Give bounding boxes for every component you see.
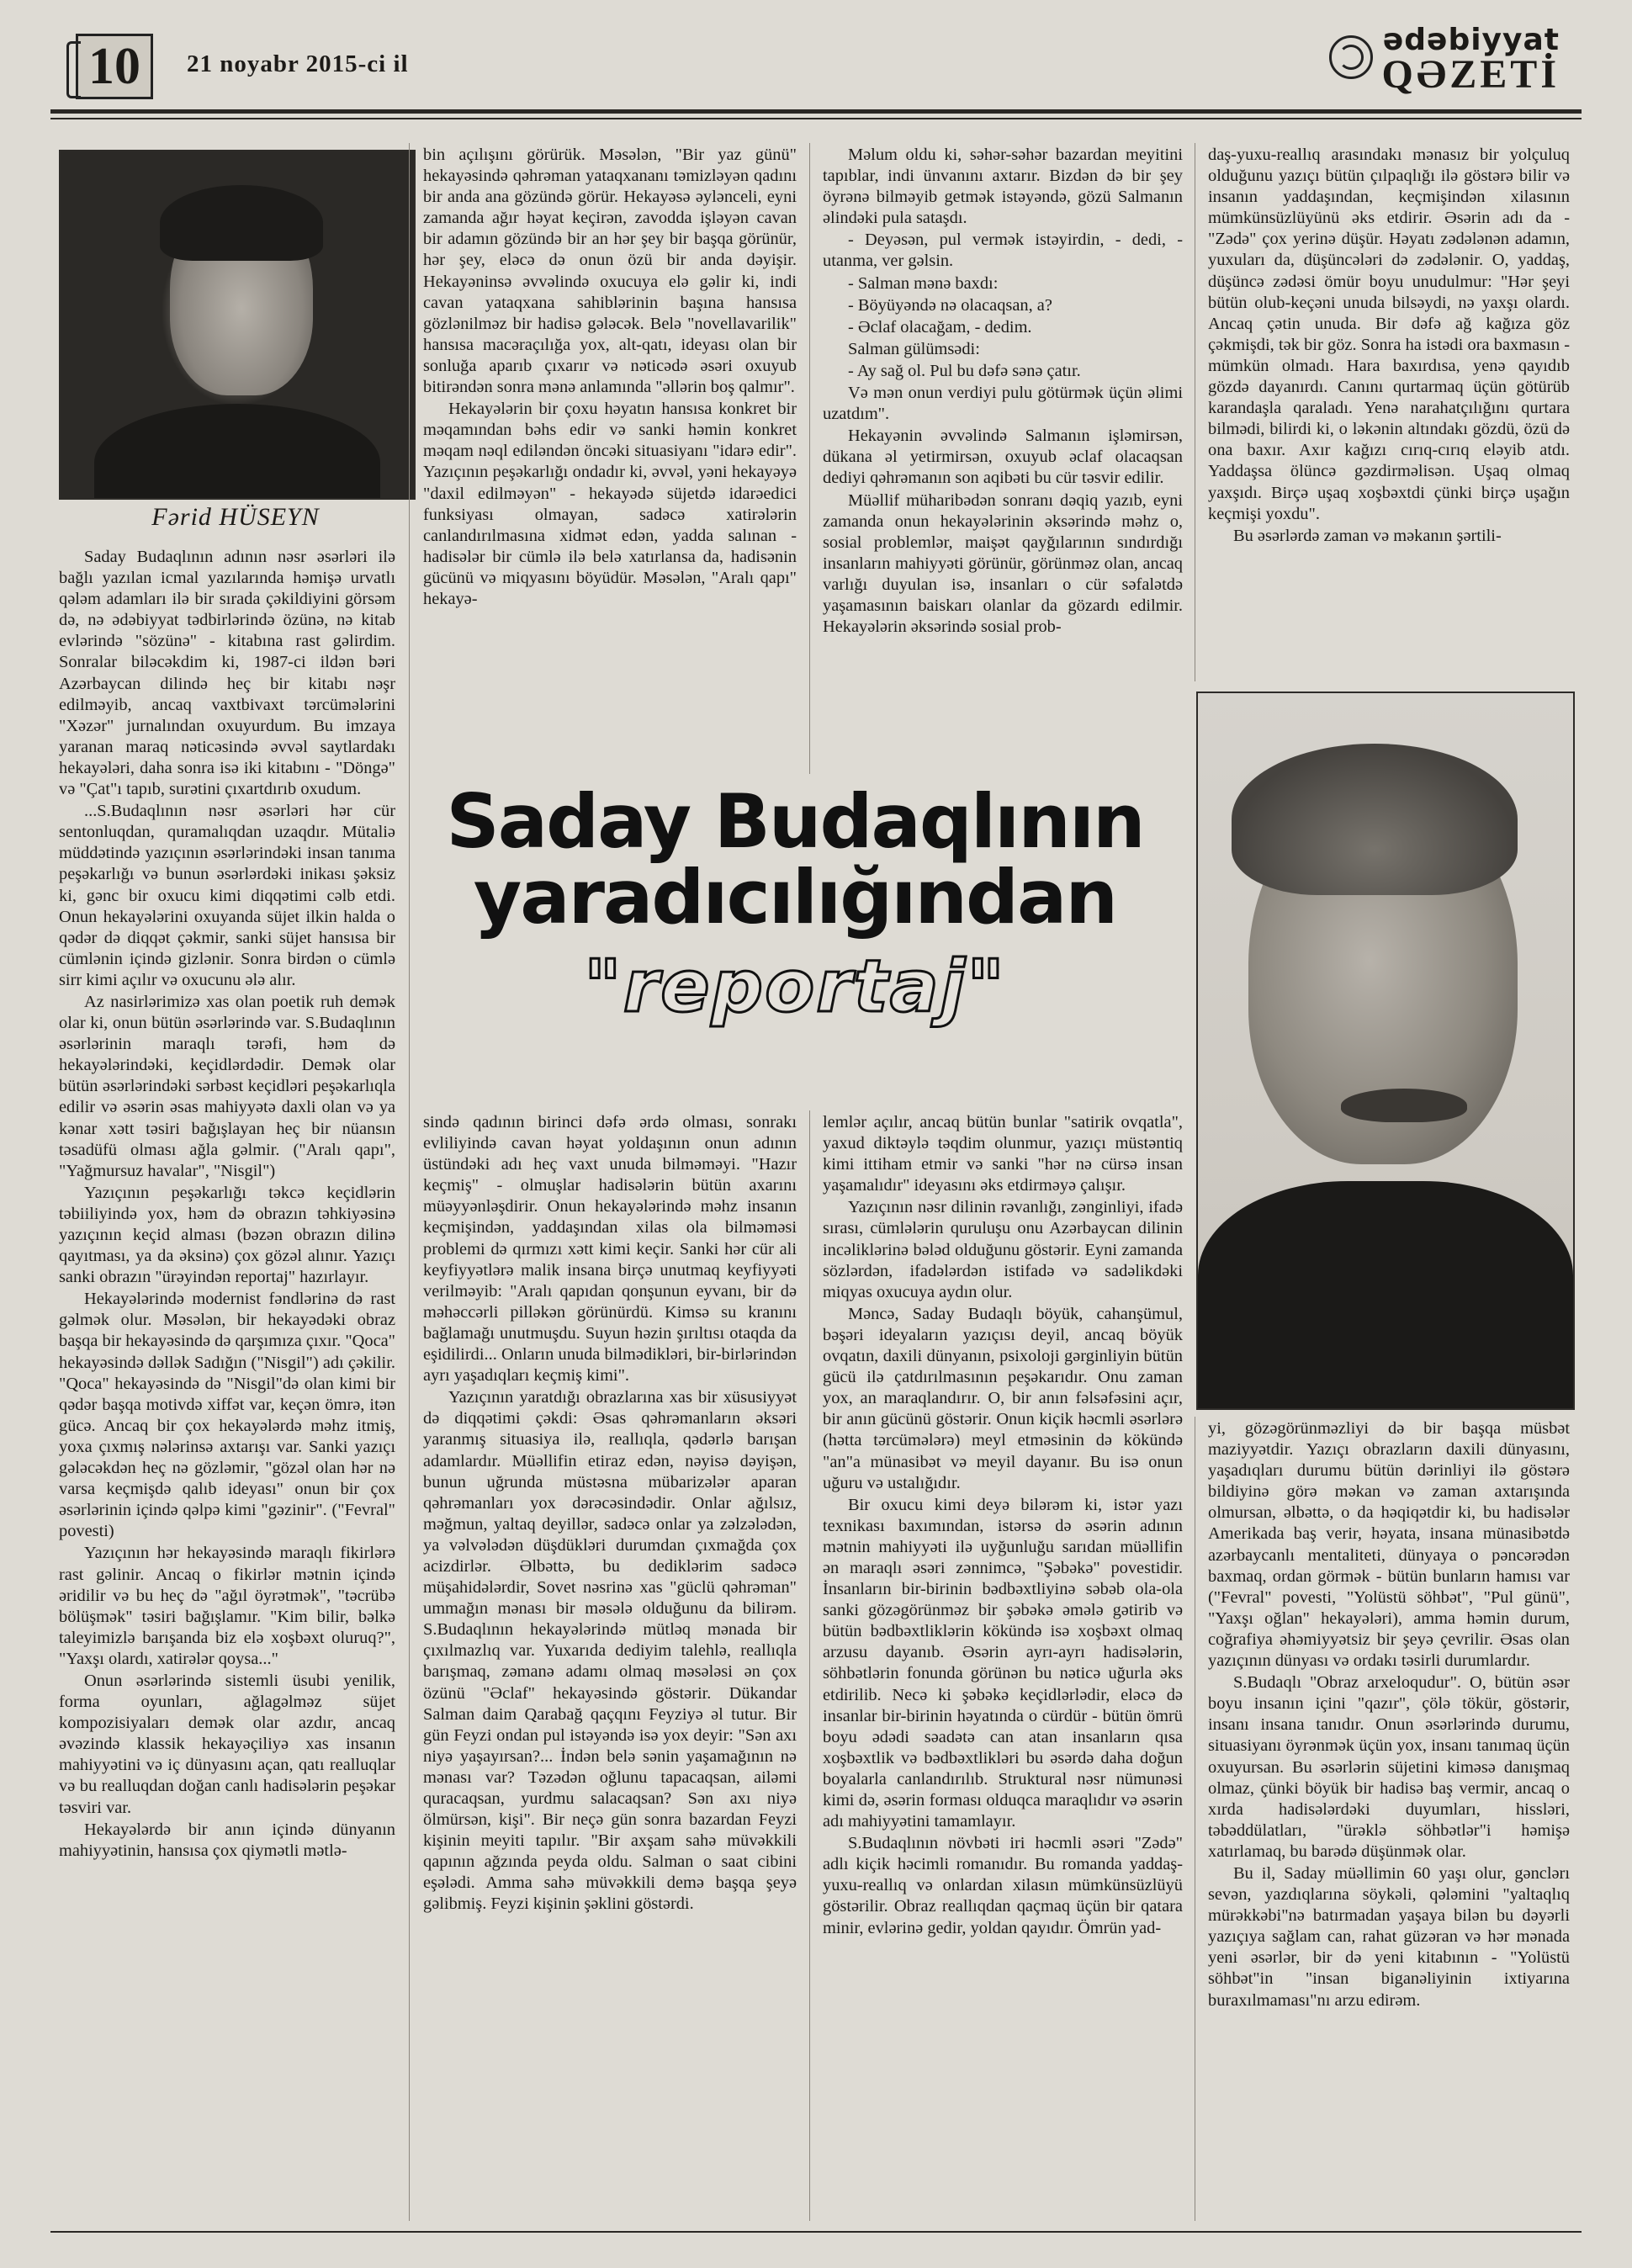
column-3-bottom [823, 1112, 1183, 2221]
masthead-bottom: QƏZETİ [1381, 52, 1560, 97]
header-rule [50, 109, 1582, 114]
paragraph: Yazıçının yaratdığı obrazlarına xas bir xüsusiyyət də diqqətimi çəkdi: Əsas qəhrəmanların əksəri yaranmış situasiya ilə, reallıqla, qədərlə barışan adamlardır. Müəllifin etiraz edən, nəyisə dəyişən, bunun uğrunda müstəsna mübarizələr aparan qəhrəmanları yox dərəcəsindədir. Onlar ağılsız, məğmun, yaltaq deyillər, sadəcə onlar ya zəlzələdən, ya vəlvələdən düşdükləri durumdan çıxmağda çox acizdirlər. Əlbəttə, bu dediklərim sadəcə müşahidələrdir, Sovet nəsrinə xas "güclü qəhrəman" ummağın mənası bir məsələ olduğunu da bilirəm. S.Budaqlının hekayələrində mütləq mənada bir çıxılmazlıq var. Yuxarıda dediyim talehlə, reallıqla barışmaq, zəmanə adamı olmaq məsələsi ən çox özünü "Əclaf" hekayəsində göstərir. Dükandar Salman daim Qarabağ qaçqını Feyziyə əl tutur. Bir gün Feyzi ondan pul istəyəndə isə yox deyir: "Sən axı niyə yaşayırsan?... İndən belə sənin yaşamağının nə mənası var? Təzədən oğlunu tapacaqsan, ailəmi quracaqsan, yurdmu salacaqsan? Sən axı niyə ölmürsən, kişi". Bir neçə gün sonra bazardan Feyzi kişinin meyiti tapılır. "Bir axşam sahə müvəkkili qapının ağzında peyda oldu. Salman o saat cibini eşələdi. Amma sahə müvəkkili demə başqa şeyə gəlibmiş. Feyzi kişinin şəklini göstərdi. [423, 1388, 797, 1914]
paragraph: Saday Budaqlının adının nəsr əsərləri ilə bağlı yazılan icmal yazılarında həmişə urvatlı qələm adamları ilə bir sırada çəkildiyini görsəm də, nə ədəbiyyat tədbirlərində özünə, nə kitab evlərində "sözünə" - kitabına rast gəlirdim. Sonralar biləcəkdim ki, 1987-ci ildən bəri Azərbaycan dilində heç bir kitabı nəşr edilməyib, ancaq vaxtbivaxt tərcümələrini "Xəzər" jurnalından oxuyurdum. Bu imzaya yaranan maraq nəticəsində əvvəl saytlardakı hekayələri, daha sonra isə iki kitabını - "Döngə" və "Çat"ı tapıb, surətini çıxartdırıb oxudum. [59, 548, 395, 799]
column-1 [59, 547, 395, 2221]
masthead-top: ədəbiyyat [1382, 23, 1560, 57]
paragraph: daş-yuxu-reallıq arasındakı mənasız bir yolçuluq olduğunu yazıçı bütün çılpaqlığı ilə göstərə bilir və insanın yaddaşından, keçmişindən xilasının mümkünsüzlüyünü əks etdirir. Əsərin adı da - "Zədə" çox yerinə düşür. Həyatı zədələnən adamın, yuxuları da, düşüncələri də zədələnir. O, yaddaş, düşüncə zədəsi ömür boyu unudulmur: "Hər şeyi bütün olub-keçəni unuda bilsəydi, nə yaxşı olardı. Ancaq çətin unuda. Bir dəfə ağ kağıza göz çəkmişdi, tək bir göz. Sonra ha istədi ora baxmasın - mümkün olmadı. Hara baxırdısa, yenə qayıdıb gözdə dayanırdı. Canını qurtarmaq üçün götürüb karandaşla qaraladı. Yenə narahatçılığını qurtara bilmədi, bilirdi ki, o ləkənin altındakı gözdü, özü də ona baxır. Axır kağızı cırıq-cırıq eləyib atdı. Yaddaşsa ölüncə gəzdirməlisən. Uşaq olmaq yaxşıdı. Birçə uşaq xoşbəxtdi çünki birçə uşağın keçmişi yoxdu". [1208, 146, 1570, 523]
paragraph: S.Budaqlı "Obraz arxeloqudur". O, bütün əsər boyu insanın içini "qazır", çölə tökür, göstərir, insanı insana tanıdır. Onun əsərlərində durumu, situasiyanı öyrənmək üçün yox, insanı tanımaq üçün oxuyursan. Bu əsərlərin süjetini kiməsə danışmaq olmaz, çünki böyük bir hadisə baş vermir, ancaq o xırda hadisələrdəki duyumları, hissləri, təbəddülatları, "ürəklə söhbətlər"i həmişə xatırlamaq, bu barədə düşünmək olar. [1208, 1673, 1570, 1861]
paragraph: - Salman mənə baxdı: [848, 273, 999, 293]
paragraph: Onun əsərlərində sistemli üsubi yenilik, forma oyunları, ağlagəlməz süjet kompozisiyaları demək olar azdır, ancaq əvəzində klassik hekayəçiliyə xas insanın mahiyyətini və iç dünyasını açan, qatı realluqlar və bu realluqdan doğan canlı hadisələrin peşəkar təsviri var. [59, 1671, 395, 1817]
paragraph: Salman gülümsədi: [848, 339, 980, 358]
author-hair [160, 185, 323, 261]
subject-torso [1198, 1181, 1573, 1410]
subject-moustache [1341, 1089, 1467, 1122]
header-rule-thin [50, 118, 1582, 119]
paragraph: - Ay sağ ol. Pul bu dəfə sənə çatır. [848, 361, 1081, 380]
paragraph: Bu il, Saday müəllimin 60 yaşı olur, gənclərı sevən, yazdıqlarına söykəli, qələmini "yaltaqlıq mürəkkəbi"nə batırmadan yaşaya bilən bu dəyərli yazıçıya sağlam can, rahat güzəran və hər mənada yeni əsərlər, bir də yeni kitabının - "Yolüstü söhbət"in "insan biganəliyinin ixtiyarına buraxılmaması"nı arzu edirəm. [1208, 1863, 1570, 2010]
paragraph: lemlər açılır, ancaq bütün bunlar "satirik ovqatla", yaxud diktəylə təqdim olunmur, yazıçı müstəntiq kimi ittiham etmir və sanki "hər nə cürsə insan yaşamalıdır" ideyasını əks etdirməyə çalışır. [823, 1113, 1183, 1195]
paragraph: Hekayələrin bir çoxu həyatın hansısa konkret bir məqamından bəhs edir və sanki həmin konkret məqam nəql ediləndən öncəki situasiyanı "idarə edir". Yazıçının peşəkarlığı ondadır ki, əvvəl, yəni hekayəyə "daxil edilməyən" - hekayədə süjetdə idarəedici funksiyası olmayan, sadəcə xatirələrin canlandırılmasına xidmət edən, yadda salınan - hadisələr bir cümlə ilə belə xatırlansa da, hadisənin gücünü və miqyasını böyüdür. Məsələn, "Aralı qapı" hekayə- [423, 400, 797, 608]
paragraph: Hekayələrdə bir anın içində dünyanın mahiyyətinin, hansısa çox qiymətli mətlə- [59, 1820, 395, 1860]
column-divider [809, 143, 810, 774]
paragraph: Hekayənin əvvəlində Salmanın işləmirsən, dükana əl yetirmirsən, oxuyub əclaf olacaqsan dediyi qəhrəmanın son aqibəti bu cür təsvir edilir. [823, 427, 1183, 488]
paragraph: Az nasirlərimizə xas olan poetik ruh demək olar ki, onun bütün əsərlərində var. S.Budaqlının əsərlərinin maraqlı tərəfi, həm də hekayələrindəki, keçidlərdədir. Demək olar bütün əsərlərindəki sərbəst keçidləri peşəkarlıqla edilir və əsərin əsas mahiyyətə daxli olan və ya kənar xətt təsiri bağışlayan heç bir nüansın təsadüfü olması ağla gəlmir. ("Aralı qapı", "Yağmursuz havalar", "Nisgil") [59, 992, 395, 1180]
footer-rule [50, 2231, 1582, 2233]
paragraph: Yazıçının hər hekayəsində maraqlı fikirlərə rast gəlinir. Ancaq o fikirlər mətnin içində əridilir və bu heç də "ağıl öyrətmək", "təcrübə bölüşmək" təsiri bağışlamır. "Kim bilir, bəlkə taleyimizlə barışanda biz elə xoşbəxt oluruq?", "Yaxşı olardı, xatirələr qoysa..." [59, 1544, 395, 1668]
column-4-top [1208, 145, 1570, 673]
column-3-top [823, 145, 1183, 769]
headline-line-2: yaradıcılığından [473, 854, 1117, 941]
byline: Fərid HÜSEYN [151, 503, 320, 531]
paragraph: - Deyəsən, pul vermək istəyirdin, - dedi, - utanma, ver gəlsin. [823, 231, 1183, 271]
column-2-top [423, 145, 797, 769]
column-4-bottom [1208, 1418, 1570, 2221]
paragraph: sində qadının birinci dəfə ərdə olması, sonrakı evliliyində cavan həyat yoldaşının onun adının üstündəki adı heç vaxt unuda bilməməyi. "Hazır keçmiş" - olmuşlar hadisələrin bütün axarını müəyyənləşdirir. Onun hekayələrində məhz insanın keçmişindən, yaddaşından xilas ola bilməməsi problemi də qırmızı xətt kimi keçir. Sanki hər cür ali keyfiyyətlərə malik insana birçə unutmaq keyfiyyəti verilməyib: "Aralı qapıdan qonşunun eyvanı, bir də məhəccərli pilləkən görünürdü. Kimsə su kranını bağlamağı unutmuşdu. Suyun həzin şırıltısı otaqda da eşidilirdi... Onların unuda bilmədikləri, bir-birlərindən ayrı yaşadıqları keçmiş kimi". [423, 1113, 797, 1386]
headline [404, 778, 1186, 1033]
column-divider [409, 143, 410, 2221]
subject-photo [1196, 692, 1575, 1410]
author-torso [94, 404, 380, 500]
paragraph: yi, gözəgörünməzliyi də bir başqa müsbət maziyyətdir. Yazıçı obrazların daxili dünyasını, yaşadıqları durumu bütün dərinliyi ilə göstərə bildiyinə görə məkan və zaman axtarışında olmursan, əlbəttə, o da həqiqətdir ki, bu hadisələr Amerikada baş verir, həyata, insana münasibətdə azərbaycanlı mentaliteti, dünyaya o pəncərədən baxmaq, ordan görmək - bütün bunların hamısı var ("Fevral" povesti, "Yolüstü söhbət", "Pul günü", "Yaxşı oğlan" hekayələri), amma həmin durum, coğrafiya əhəmiyyətsiz bir şeyə çevrilir. Əsas olan yazıçının dünyası və ordakı təsirli durumlardır. [1208, 1419, 1570, 1671]
headline-line-3: "reportaj" [583, 945, 1007, 1029]
column-2-bottom [423, 1112, 797, 2221]
paragraph: Bir oxucu kimi deyə bilərəm ki, istər yazı texnikası baxımından, istərsə də əsərin adının mətnin mahiyyəti ilə uyğunluğu sarıdan müəllifin ən maraqlı əsəri zənnimcə, "Şəbəkə" povestidir. İnsanların bir-birinin bədbəxtliyinə səbəb ola-ola sanki gözəgörünməz bir şəbəkə əmələ gətirib və bütün bədbəxtliklərin kökündə isə xoşbəxt olmaq arzusu dayanıb. Əsərin ayrı-ayrı hadisələrin, söhbətlərin fonunda görünən bu nəticə uğurla əks etdirilib. Necə ki şəbəkə keçidlərlədir, eləcə də insanlar bir-birinin həyatında o cürdür - bütün ömrü boyu ədədi səadətə can atan insanların qısa xoşbəxtlik və bədbəxtlikləri bu əsərdə daha doğun boyalarla canlandırılıb. Struktural nəsr nümunəsi kimi də, əsərin forması olduqca maraqlıdır və əsərin adı mahiyyətini tamamlayır. [823, 1495, 1183, 1831]
paragraph: Hekayələrində modernist fəndlərinə də rast gəlmək olur. Məsələn, bir hekayədəki obraz başqa bir hekayəsində də qarşımıza çıxır. "Qoca" hekayəsində dəllək Sadığın ("Nisgil") adı çəkilir. "Qoca" hekayəsində də "Nisgil"də olan kimi bir qədər başqa motivdə xiffət var, keçən ömrə, itən gücə. Ancaq bir çox hekayələrdə məhz itmiş, yoxa çıxmış nələrinsə axtarışı var. Sanki yazıçı gələcəkdən heç nə gözləmir, "gözəl olan hər nə varsa keçmişdə qalıb ideyası" onun bir çox əsərlərinin içində qəlpə kimi "gəzinir". ("Fevral" povesti) [59, 1290, 395, 1541]
column-divider [809, 1110, 810, 2221]
page-number: 10 [76, 34, 153, 99]
paragraph: Məlum oldu ki, səhər-səhər bazardan meyitini tapıblar, indi ünvanını axtarır. Bizdən də bir şey öyrənə bilməyib getmək istəyəndə, gözü Salmanın əlindəki pula sataşdı. [823, 146, 1183, 228]
paragraph: Yazıçının nəsr dilinin rəvanlığı, zənginliyi, ifadə sırası, cümlələrin quruluşu onu Azərbaycan dilinin incəliklərinə bələd olduğunu göstərir. Eyni zamanda sözlərdən, ifadələrdən istifadə və sadəlikdəki miqyas oxucuya aydın olur. [823, 1198, 1183, 1301]
paragraph: Və mən onun verdiyi pulu götürmək üçün əlimi uzatdım". [823, 384, 1183, 424]
paragraph: Müəllif müharibədən sonranı dəqiq yazıb, eyni zamanda onun hekayələrinin əksərində məhz o, sosial problemlər, maişət qayğılarının sındırdığı insanların mahiyyəti görünür, görünməz olan, ancaq varlığı duyulan isə, insanları o cür səfalətdə yaşamasının baiskarı olanlar da gözardı edilmir. Hekayələrin əksərində sosial prob- [823, 490, 1183, 637]
headline-line-1: Saday Budaqlının [446, 778, 1144, 865]
paragraph: Yazıçının peşəkarlığı təkcə keçidlərin təbiiliyində yox, həm də obrazın təhkiyəsinə yazıçının keçid alması (bəzən obrazın dilinə qayıtması, ya da əksinə) çox gözəl alınır. Yazıçı sanki obrazın "ürəyindən reportaj" hazırlayır. [59, 1183, 395, 1287]
paragraph: Bu əsərlərdə zaman və məkanın şərtili- [1233, 526, 1502, 545]
paragraph: - Əclaf olacağam, - dedim. [848, 317, 1032, 336]
masthead [1381, 23, 1560, 97]
paragraph: Məncə, Saday Budaqlı böyük, cahanşümul, bəşəri ideyaların yazıçısı deyil, ancaq böyük ovqatın, daxili dünyanın, psixoloji gərginliyin bütün gücü ilə çatdırılmasının peşəkarıdır. Onu zaman yox, an maraqlandırır. O, bir anın fəlsəfəsini açır, bir anın gücünü göstərir. Onun kiçik həcmli əsərlərə (hətta tərcümələrə) meyl etməsinin də kökündə "an"a münasibət və meyil dayanır. Bu isə onun uğuru və ustalığıdır. [823, 1304, 1183, 1492]
masthead-logo-icon [1329, 35, 1373, 79]
paragraph: bin açılışını görürük. Məsələn, "Bir yaz günü" hekayəsində qəhrəman yataqxananı təmizləyən qadını bir anda ana gözündə görür. Hekayəsə əylənceli, eyni zamanda ağır həyat keçirən, zavodda işləyən cavan bir adamın gözündə bir an hər şey bir başqa görünür, hər şey, eləcə də onun özü bir anda dəyişir. Hekayəninsə əvvəlində oxucuya elə gəlir ki, indi cavan yataqxana sahiblərinin başına hansısa gözlənilməz bir hadisə gələcək. Belə "novellavarilik" hansısa macəraçılığa yox, alt-qatı, ideyası olan bir sonluğa aparıb çıxarır və nəticədə əsəri oxuyub bitirəndən sonra mənə anlamında "əllərin boş qalmır". [423, 146, 797, 397]
paragraph: S.Budaqlının növbəti iri həcmli əsəri "Zədə" adlı kiçik həcimli romanıdır. Bu romanda yaddaş-yuxu-reallıq və onlardan xilasın mümkünsüzlüyü göstərilir. Obraz reallıqdan qaçmaq üçün bir qatara minir, evlərinə gedir, yoldan qayıdır. Ömrün yad- [823, 1834, 1183, 1937]
paragraph: - Böyüyəndə nə olacaqsan, a? [848, 295, 1052, 315]
paragraph: ...S.Budaqlının nəsr əsərləri hər cür sentonluqdan, quramalıqdan uzaqdır. Mütaliə müddətində yazıçının əsərlərindəki insan tanıma peşəkarlığı və bunun əsərlərdəki inikası şəksiz ki, gənc bir oxucu kimi diqqətimi cəlb etdi. Onun hekayələrini oxuyanda süjet ilkin halda o qədər də diqqət çəkmir, sanki süjet hansısa bir cümlənin içində gizlənir. Sonra birdən o cümlə sirr kimi açılır və oxucunu ələ alır. [59, 802, 395, 989]
issue-date: 21 noyabr 2015-ci il [187, 50, 409, 77]
subject-hair [1232, 744, 1518, 895]
author-photo [59, 150, 416, 500]
